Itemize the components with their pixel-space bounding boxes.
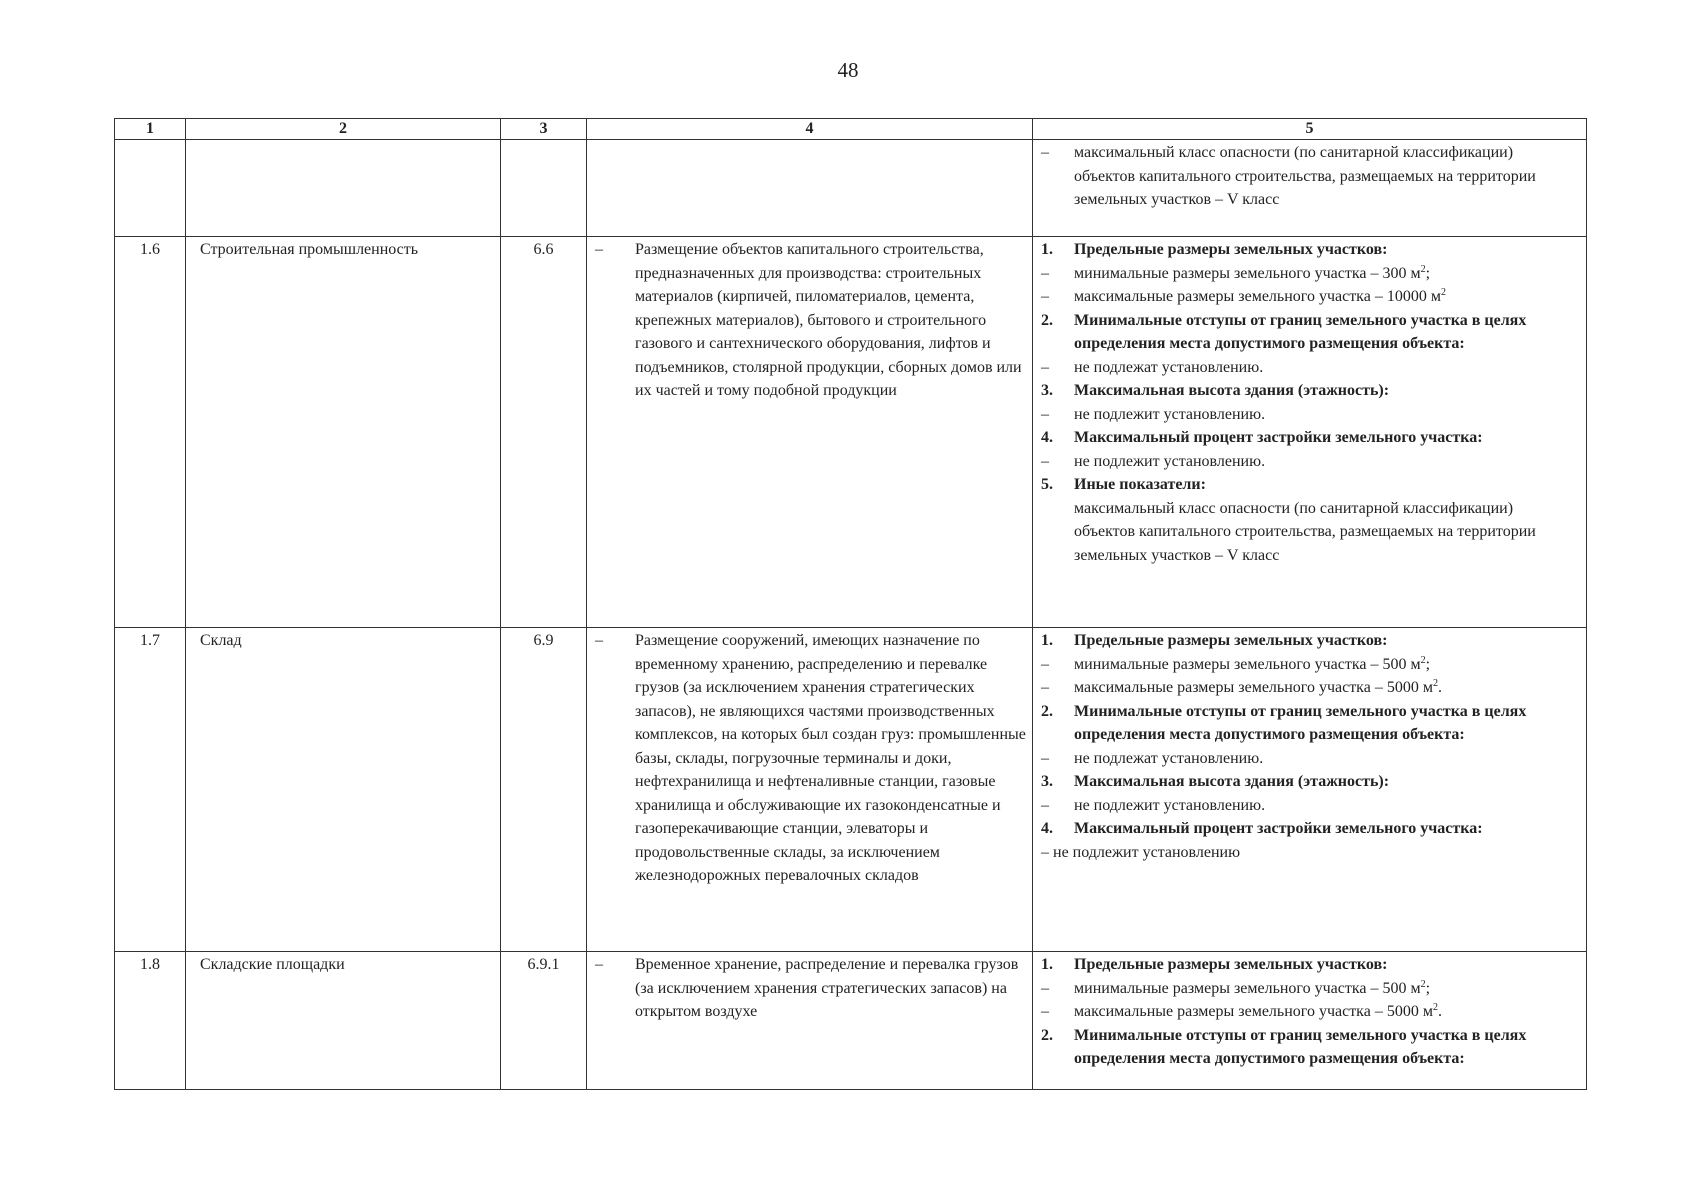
param-item bbox=[1041, 977, 1578, 1001]
param-item bbox=[1041, 497, 1578, 568]
item-number: 1. bbox=[1041, 632, 1053, 649]
param-item bbox=[1041, 141, 1578, 212]
param-heading bbox=[1041, 817, 1578, 841]
param-item bbox=[1041, 356, 1578, 380]
params-cell bbox=[1033, 237, 1587, 628]
row-number: 1.6 bbox=[115, 237, 186, 628]
param-text: минимальные размеры земельного участка – 300 $м^2$; bbox=[1074, 263, 1431, 282]
header-row bbox=[115, 119, 1587, 140]
dash-marker: – bbox=[1041, 796, 1049, 814]
param-heading bbox=[1041, 426, 1578, 450]
item-number: 1. bbox=[1041, 956, 1053, 973]
param-heading-text: Минимальные отступы от границ земельного участка в целях определения места допустимого размещения объекта: bbox=[1074, 1026, 1527, 1067]
dash-marker: – bbox=[1041, 749, 1049, 767]
param-heading bbox=[1041, 379, 1578, 403]
param-text: не подлежит установлению. bbox=[1074, 405, 1266, 423]
param-text: минимальные размеры земельного участка – 500 $м^2$; bbox=[1074, 654, 1431, 673]
param-item bbox=[1041, 747, 1578, 771]
description-text: Размещение объектов капитального строительства, предназначенных для производства: строительных материалов (кирпичей, пиломатериалов, цемента, крепежных материалов), бытового и строительного газового и сантехнического оборудования, лифтов и подъемников, столярной продукции, сборных домов или их частей и тому подобной продукции bbox=[635, 241, 1022, 399]
use-description bbox=[587, 237, 1033, 628]
use-description bbox=[587, 628, 1033, 952]
param-heading bbox=[1041, 309, 1578, 356]
item-number: 2. bbox=[1041, 311, 1053, 329]
param-heading bbox=[1041, 700, 1578, 747]
superscript: 2 bbox=[1420, 978, 1426, 990]
param-heading-text: Минимальные отступы от границ земельного участка в целях определения места допустимого размещения объекта: bbox=[1074, 702, 1527, 743]
superscript: 2 bbox=[1420, 654, 1426, 666]
param-item bbox=[1041, 676, 1578, 700]
item-number: 2. bbox=[1041, 1026, 1053, 1044]
header-col-2: 2 bbox=[186, 119, 501, 140]
dash-marker: – bbox=[1041, 979, 1049, 997]
param-text: – не подлежит установлению bbox=[1041, 843, 1241, 861]
header-col-5: 5 bbox=[1033, 119, 1587, 140]
param-text: максимальный класс опасности (по санитарной классификации) объектов капитального строительства, размещаемых на территории земельных участков – V класс bbox=[1074, 144, 1536, 208]
header-col-3: 3 bbox=[501, 119, 587, 140]
param-item bbox=[1041, 653, 1578, 677]
param-text: максимальный класс опасности (по санитарной классификации) объектов капитального строительства, размещаемых на территории земельных участков – V класс bbox=[1074, 499, 1536, 564]
superscript: 2 bbox=[1440, 287, 1446, 298]
use-name: Склад bbox=[186, 628, 501, 952]
param-heading bbox=[1041, 238, 1578, 262]
param-text: не подлежит установлению. bbox=[1074, 796, 1266, 814]
zoning-table bbox=[114, 118, 1587, 1090]
item-number: 3. bbox=[1041, 382, 1053, 399]
param-item bbox=[1041, 403, 1578, 427]
table-row bbox=[115, 237, 1587, 628]
param-text: минимальные размеры земельного участка – 500 $м^2$; bbox=[1074, 978, 1431, 997]
dash-marker: – bbox=[595, 632, 603, 649]
use-code: 6.6 bbox=[501, 237, 587, 628]
superscript: 2 bbox=[1432, 1002, 1438, 1013]
superscript: 2 bbox=[1432, 678, 1438, 689]
param-text: максимальные размеры земельного участка – 10000 $м^2$ bbox=[1074, 287, 1446, 305]
param-heading bbox=[1041, 629, 1578, 653]
params-cell bbox=[1033, 628, 1587, 952]
description-text: Временное хранение, распределение и перевалка грузов (за исключением хранения стратегических запасов) на открытом воздухе bbox=[635, 956, 1019, 1020]
use-code: 6.9 bbox=[501, 628, 587, 952]
item-number: 4. bbox=[1041, 820, 1053, 837]
header-col-4: 4 bbox=[587, 119, 1033, 140]
param-heading-text: Максимальный процент застройки земельного участка: bbox=[1074, 429, 1483, 446]
param-heading-text: Максимальная высота здания (этажность): bbox=[1074, 773, 1390, 790]
page-number: 48 bbox=[837, 58, 859, 82]
item-number: 2. bbox=[1041, 702, 1053, 720]
param-heading-text: Предельные размеры земельных участков: bbox=[1074, 632, 1388, 649]
param-item bbox=[1041, 285, 1578, 309]
use-description bbox=[587, 952, 1033, 1090]
param-heading-text: Иные показатели: bbox=[1074, 476, 1206, 493]
param-heading bbox=[1041, 1024, 1578, 1071]
param-item bbox=[1041, 262, 1578, 286]
description-text: Размещение сооружений, имеющих назначение по временному хранению, распределению и перевалке грузов (за исключением хранения стратегических запасов), не являющихся частями производственных комплексов, на которых был создан груз: промышленные базы, склады, погрузочные терминалы и доки, нефтехранилища и нефтеналивные станции, газовые хранилища и обслуживающие их газоконденсатные и газоперекачивающие станции, элеваторы и продовольственные склады, за исключением железнодорожных перевалочных складов bbox=[635, 632, 1026, 884]
dash-marker: – bbox=[595, 241, 603, 258]
param-text: не подлежит установлению. bbox=[1074, 452, 1266, 470]
param-item bbox=[1041, 794, 1578, 818]
item-number: 1. bbox=[1041, 241, 1053, 258]
param-heading-text: Предельные размеры земельных участков: bbox=[1074, 956, 1388, 973]
row-number: 1.8 bbox=[115, 952, 186, 1090]
param-heading bbox=[1041, 473, 1578, 497]
dash-marker: – bbox=[1041, 264, 1049, 282]
dash-marker: – bbox=[1041, 452, 1049, 470]
item-number: 5. bbox=[1041, 476, 1053, 493]
param-item bbox=[1041, 450, 1578, 474]
item-number: 4. bbox=[1041, 429, 1053, 446]
dash-marker: – bbox=[1041, 358, 1049, 376]
param-text: максимальные размеры земельного участка – 5000 $м^2$. bbox=[1074, 1002, 1442, 1020]
dash-marker: – bbox=[1041, 1003, 1049, 1020]
superscript: 2 bbox=[1420, 263, 1426, 275]
param-item bbox=[1041, 1000, 1578, 1024]
param-text: не подлежат установлению. bbox=[1074, 749, 1264, 767]
params-cell bbox=[1033, 140, 1587, 237]
param-heading bbox=[1041, 770, 1578, 794]
dash-marker: – bbox=[1041, 144, 1049, 161]
table-row bbox=[115, 952, 1587, 1090]
table-row bbox=[115, 140, 1587, 237]
row-number: 1.7 bbox=[115, 628, 186, 952]
param-heading-text: Максимальный процент застройки земельного участка: bbox=[1074, 820, 1483, 837]
dash-marker: – bbox=[1041, 405, 1049, 423]
item-number: 3. bbox=[1041, 773, 1053, 790]
params-cell bbox=[1033, 952, 1587, 1090]
use-name: Складские площадки bbox=[186, 952, 501, 1090]
dash-marker: – bbox=[1041, 655, 1049, 673]
param-text: не подлежат установлению. bbox=[1074, 358, 1264, 376]
header-col-1: 1 bbox=[115, 119, 186, 140]
param-heading bbox=[1041, 953, 1578, 977]
param-item bbox=[1041, 841, 1578, 865]
param-text: максимальные размеры земельного участка – 5000 $м^2$. bbox=[1074, 678, 1442, 696]
dash-marker: – bbox=[595, 956, 603, 973]
dash-marker: – bbox=[1041, 288, 1049, 305]
param-heading-text: Минимальные отступы от границ земельного участка в целях определения места допустимого размещения объекта: bbox=[1074, 311, 1527, 352]
use-code: 6.9.1 bbox=[501, 952, 587, 1090]
param-heading-text: Максимальная высота здания (этажность): bbox=[1074, 382, 1390, 399]
use-name: Строительная промышленность bbox=[186, 237, 501, 628]
param-heading-text: Предельные размеры земельных участков: bbox=[1074, 241, 1388, 258]
table-row bbox=[115, 628, 1587, 952]
dash-marker: – bbox=[1041, 679, 1049, 696]
